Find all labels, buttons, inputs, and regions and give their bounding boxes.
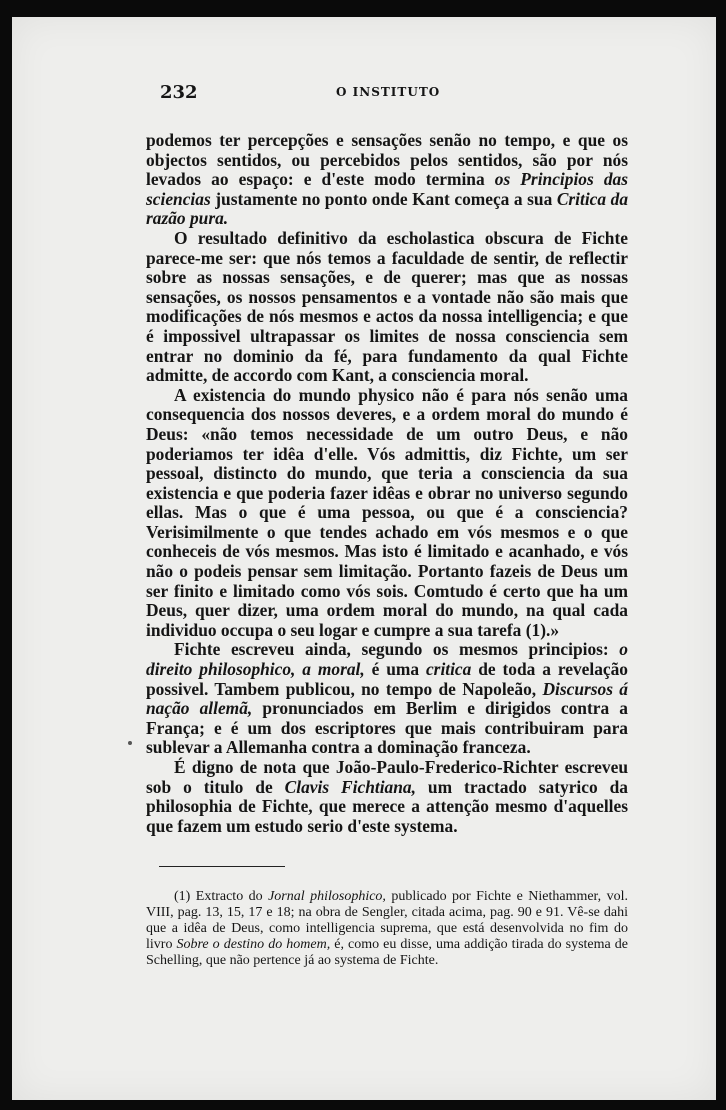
page-header xyxy=(146,82,628,112)
page-number: 232 xyxy=(160,82,198,103)
paragraph: É digno de nota que João-Paulo-Frederico-Richter escreveu sob o titulo de Clavis Fichtiana, um tractado satyrico da philosophia de Fichte, que merece a attenção mesmo d'aquelles que fazem um estudo serio d'este systema. xyxy=(146,757,628,836)
body-text xyxy=(146,131,628,836)
paragraph: O resultado definitivo da escholastica obscura de Fichte parece-me ser: que nós temos a faculdade de sentir, de reflectir sobre as nossas sensações, e de querer; mas que as nossas sensações, os nossos pensamentos e a vontade não são mais que modificações de nós mesmos e actos da nossa intelligencia; e que é impossivel ultrapassar os limites de nossa consciencia sem entrar no dominio da fé, para fundamento da qual Fichte admitte, de accordo com Kant, a consciencia moral. xyxy=(146,227,628,386)
paragraph: Fichte escreveu ainda, segundo os mesmos principios: o direito philosophico, a moral, é uma critica de toda a revelação possivel. Tambem publicou, no tempo de Napoleão, Discursos á nação allemã, pronunciados em Berlim e dirigidos contra a França; e é um dos escriptores que mais contribuiram para sublevar a Allemanha contra a dominação franceza. xyxy=(146,639,628,758)
footnote-rule xyxy=(159,866,285,867)
footnote-text: (1) Extracto do Jornal philosophico, publicado por Fichte e Niethammer, vol. VIII, pag. 13, 15, 17 e 18; na obra de Sengler, citada acima, pag. 90 e 91. Vê-se dahi que a idêa de Deus, como intelligencia suprema, que está desenvolvida no fim do livro Sobre o destino do homem, é, como eu disse, uma addição tirada do systema de Schelling, que não pertence já ao systema de Fichte. xyxy=(146,889,628,968)
running-title: O INSTITUTO xyxy=(336,85,441,99)
paragraph: podemos ter percepções e sensações senão no tempo, e que os objectos sentidos, ou percebidos pelos sentidos, são por nós levados ao espaço: e d'este modo termina os Principios das sciencias justamente no ponto onde Kant começa a sua Critica da razão pura. xyxy=(146,130,629,229)
page-content xyxy=(146,82,628,968)
paragraph: A existencia do mundo physico não é para nós senão uma consequencia dos nossos deveres, e a ordem moral do mundo é Deus: «não temos necessidade de um outro Deus, e não poderiamos ter idêa d'elle. Vós admittis, diz Fichte, um ser pessoal, distincto do mundo, que teria a consciencia da sua existencia e que poderia fazer idêas e obrar no universo segundo ellas. Mas o que é uma pessoa, ou que é a consciencia? Verisimilmente o que tendes achado em vós mesmos e o que conheceis de vós mesmos. Mas isto é limitado e acanhado, e vós não o podeis pensar sem limitação. Portanto fazeis de Deus um ser finito e limitado como vós sois. Comtudo é certo que ha um Deus, quer dizer, uma ordem moral do mundo, na qual cada individuo occupa o seu logar e cumpre a sua tarefa (1).» xyxy=(146,384,628,640)
footnote xyxy=(146,889,628,968)
margin-mark xyxy=(128,741,132,745)
